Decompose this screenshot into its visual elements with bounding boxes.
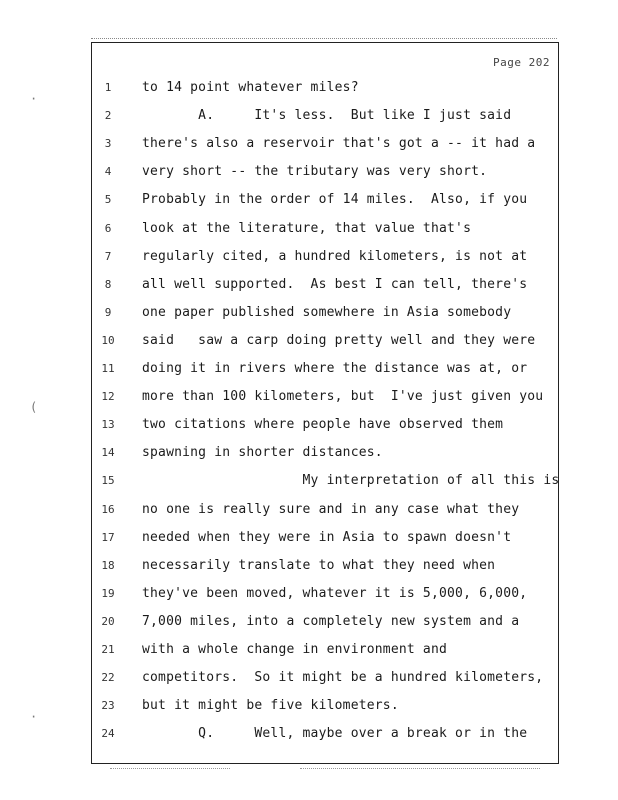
line-number: 10 [101,333,115,347]
margin-scan-mark: · [30,92,38,106]
line-number: 20 [101,614,115,628]
line-number: 7 [104,249,112,263]
line-number: 24 [101,727,115,741]
line-number: 5 [104,193,112,207]
transcript-line-text: said saw a carp doing pretty well and they were [142,332,536,348]
transcript-line-text: look at the literature, that value that's [142,220,472,236]
line-number: 3 [104,137,112,151]
line-number: 13 [101,418,115,432]
transcript-line-text: regularly cited, a hundred kilometers, is not at [142,248,528,264]
line-number: 2 [104,109,112,123]
line-number: 6 [104,221,112,235]
margin-scan-mark: ( [30,400,38,414]
line-number: 21 [101,643,115,656]
transcript-line-text: doing it in rivers where the distance was at, or [142,361,528,376]
line-number: 12 [101,390,115,404]
line-number: 11 [101,362,115,375]
transcript-line-text: there's also a reservoir that's got a -- it had a [142,136,536,152]
transcript-line-text: more than 100 kilometers, but I've just given you [142,389,544,405]
transcript-line-text: but it might be five kilometers. [142,698,399,714]
transcript-line-text: one paper published somewhere in Asia somebody [142,304,512,320]
transcript-line-text: spawning in shorter distances. [142,445,383,461]
transcript-line-text: very short -- the tributary was very short. [142,164,488,180]
transcript-line-text: all well supported. As best I can tell, there's [142,276,528,292]
transcript-line-text: Q. Well, maybe over a break or in the [142,726,528,742]
transcript-line-text: 7,000 miles, into a completely new system and a [142,613,520,629]
line-number: 16 [101,502,115,516]
transcript-line-text: necessarily translate to what they need when [142,557,496,573]
line-number: 18 [101,558,115,572]
line-number: 23 [101,699,115,713]
transcript-line-text: needed when they were in Asia to spawn doesn't [142,529,512,545]
line-number: 14 [101,446,115,460]
line-number: 17 [101,530,115,544]
line-number: 19 [101,586,115,600]
transcript-line-text: to 14 point whatever miles? [142,80,359,95]
transcript-line-text: A. It's less. But like I just said [142,108,512,124]
transcript-line-text: no one is really sure and in any case what they [142,501,520,517]
transcript-line-text: two citations where people have observed them [142,417,504,433]
line-number: 15 [101,474,115,488]
transcript-line-text: they've been moved, whatever it is 5,000, 6,000, [142,585,528,601]
top-scan-rule [91,38,557,39]
bottom-scan-rule [110,768,230,769]
transcript-line-text: Probably in the order of 14 miles. Also, if you [142,192,528,208]
line-number: 4 [104,165,112,179]
transcript-line-text: with a whole change in environment and [142,642,448,657]
page-number-label: Page 202 [493,56,550,69]
bottom-scan-rule [300,768,540,769]
margin-scan-mark: · [30,710,38,724]
line-number: 9 [104,305,112,319]
line-number: 22 [101,671,115,685]
line-number: 8 [104,277,112,291]
transcript-line-text: My interpretation of all this is [142,473,560,489]
line-number: 1 [104,81,112,94]
transcript-line-text: competitors. So it might be a hundred kilometers, [142,670,544,686]
